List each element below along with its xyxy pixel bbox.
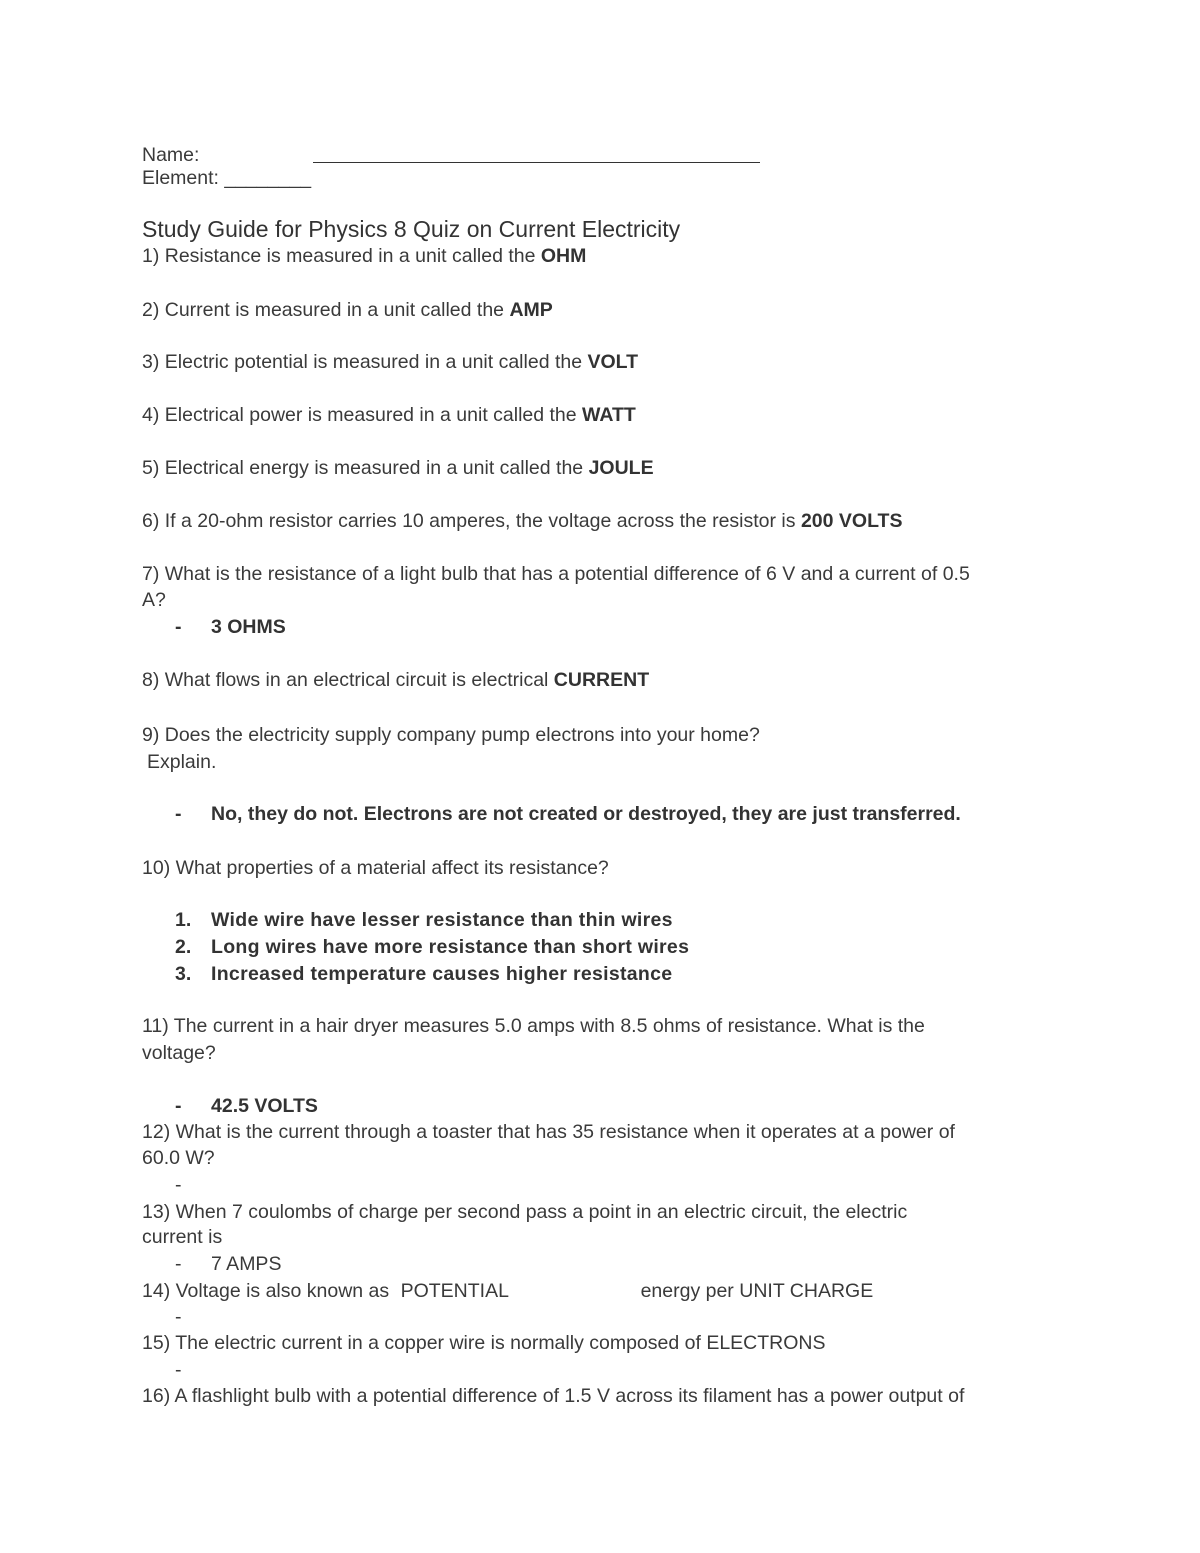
question-4-answer: WATT — [582, 404, 636, 426]
question-14-blank-1: POTENTIAL — [400, 1280, 509, 1302]
question-14-answer-dash: - — [175, 1306, 182, 1328]
question-12-line-1: 12) What is the current through a toaster that has 35 resistance when it operates at a power of — [142, 1121, 955, 1143]
question-10-item — [175, 935, 689, 959]
name-label: Name: — [142, 144, 200, 166]
question-9-answer-row — [175, 802, 961, 826]
question-14-text-2: energy per — [640, 1280, 740, 1302]
question-1 — [142, 244, 586, 268]
list-number: 1. — [175, 909, 192, 931]
question-15-text: 15) The electric current in a copper wire is normally composed of — [142, 1332, 707, 1354]
question-2-answer: AMP — [509, 299, 553, 321]
question-12-answer-dash: - — [175, 1174, 182, 1196]
question-9-line-1: 9) Does the electricity supply company pump electrons into your home? — [142, 724, 760, 746]
question-15-answer-dash: - — [175, 1359, 182, 1381]
question-2-text: 2) Current is measured in a unit called the — [142, 299, 510, 321]
question-3-answer: VOLT — [587, 351, 639, 373]
question-8 — [142, 668, 649, 692]
question-9-answer: No, they do not. Electrons are not created or destroyed, they are just transferred. — [211, 803, 961, 825]
question-15 — [142, 1331, 826, 1355]
list-number: 2. — [175, 936, 192, 958]
bullet-dash: - — [175, 1253, 182, 1275]
question-15-answer: ELECTRONS — [706, 1332, 826, 1354]
question-13-answer: 7 AMPS — [211, 1253, 282, 1275]
question-14 — [142, 1279, 873, 1303]
list-item-text: Long wires have more resistance than short wires — [211, 936, 690, 958]
question-13-line-2: current is — [142, 1226, 223, 1248]
page-title: Study Guide for Physics 8 Quiz on Current Electricity — [142, 216, 681, 242]
question-13-answer-row — [175, 1252, 281, 1276]
question-13-line-1: 13) When 7 coulombs of charge per second pass a point in an electric circuit, the electric — [142, 1201, 908, 1223]
question-7-answer: 3 OHMS — [211, 616, 286, 638]
list-item-text: Increased temperature causes higher resistance — [211, 963, 673, 985]
question-2 — [142, 298, 553, 322]
question-5-answer: JOULE — [588, 457, 654, 479]
question-11-line-1: 11) The current in a hair dryer measures 5.0 amps with 8.5 ohms of resistance. What is the — [142, 1015, 925, 1037]
element-label: Element: ________ — [142, 167, 312, 189]
question-4 — [142, 403, 636, 427]
question-10: 10) What properties of a material affect its resistance? — [142, 857, 609, 879]
bullet-dash: - — [175, 1095, 182, 1117]
question-10-item — [175, 962, 672, 986]
bullet-dash: - — [175, 803, 182, 825]
question-6 — [142, 509, 902, 533]
question-14-text-1: 14) Voltage is also known as — [142, 1280, 395, 1302]
question-16: 16) A flashlight bulb with a potential difference of 1.5 V across its filament has a power output of — [142, 1385, 965, 1407]
question-11-answer-row — [175, 1094, 318, 1118]
question-10-item — [175, 908, 673, 932]
question-7-line-2: A? — [142, 589, 166, 611]
question-8-text: 8) What flows in an electrical circuit is electrical — [142, 669, 554, 691]
question-3-text: 3) Electric potential is measured in a unit called the — [142, 351, 588, 373]
question-11-line-2: voltage? — [142, 1042, 216, 1064]
bullet-dash: - — [175, 616, 182, 638]
question-7-answer-row — [175, 615, 286, 639]
question-6-answer: 200 VOLTS — [800, 510, 903, 532]
question-9-line-2: Explain. — [147, 751, 217, 773]
question-11-answer: 42.5 VOLTS — [211, 1095, 318, 1117]
name-blank-line — [313, 162, 760, 163]
question-3 — [142, 350, 638, 374]
list-number: 3. — [175, 963, 192, 985]
question-14-blank-2: UNIT CHARGE — [739, 1280, 874, 1302]
question-12-line-2: 60.0 W? — [142, 1147, 215, 1169]
question-5-text: 5) Electrical energy is measured in a unit called the — [142, 457, 589, 479]
question-8-answer: CURRENT — [553, 669, 650, 691]
question-6-text: 6) If a 20-ohm resistor carries 10 amperes, the voltage across the resistor is — [142, 510, 801, 532]
question-4-text: 4) Electrical power is measured in a unit called the — [142, 404, 583, 426]
question-7-line-1: 7) What is the resistance of a light bulb that has a potential difference of 6 V and a current of 0.5 — [142, 563, 970, 585]
list-item-text: Wide wire have lesser resistance than thin wires — [211, 909, 673, 931]
question-5 — [142, 456, 654, 480]
question-1-text: 1) Resistance is measured in a unit called the — [142, 245, 541, 267]
question-1-answer: OHM — [540, 245, 587, 267]
